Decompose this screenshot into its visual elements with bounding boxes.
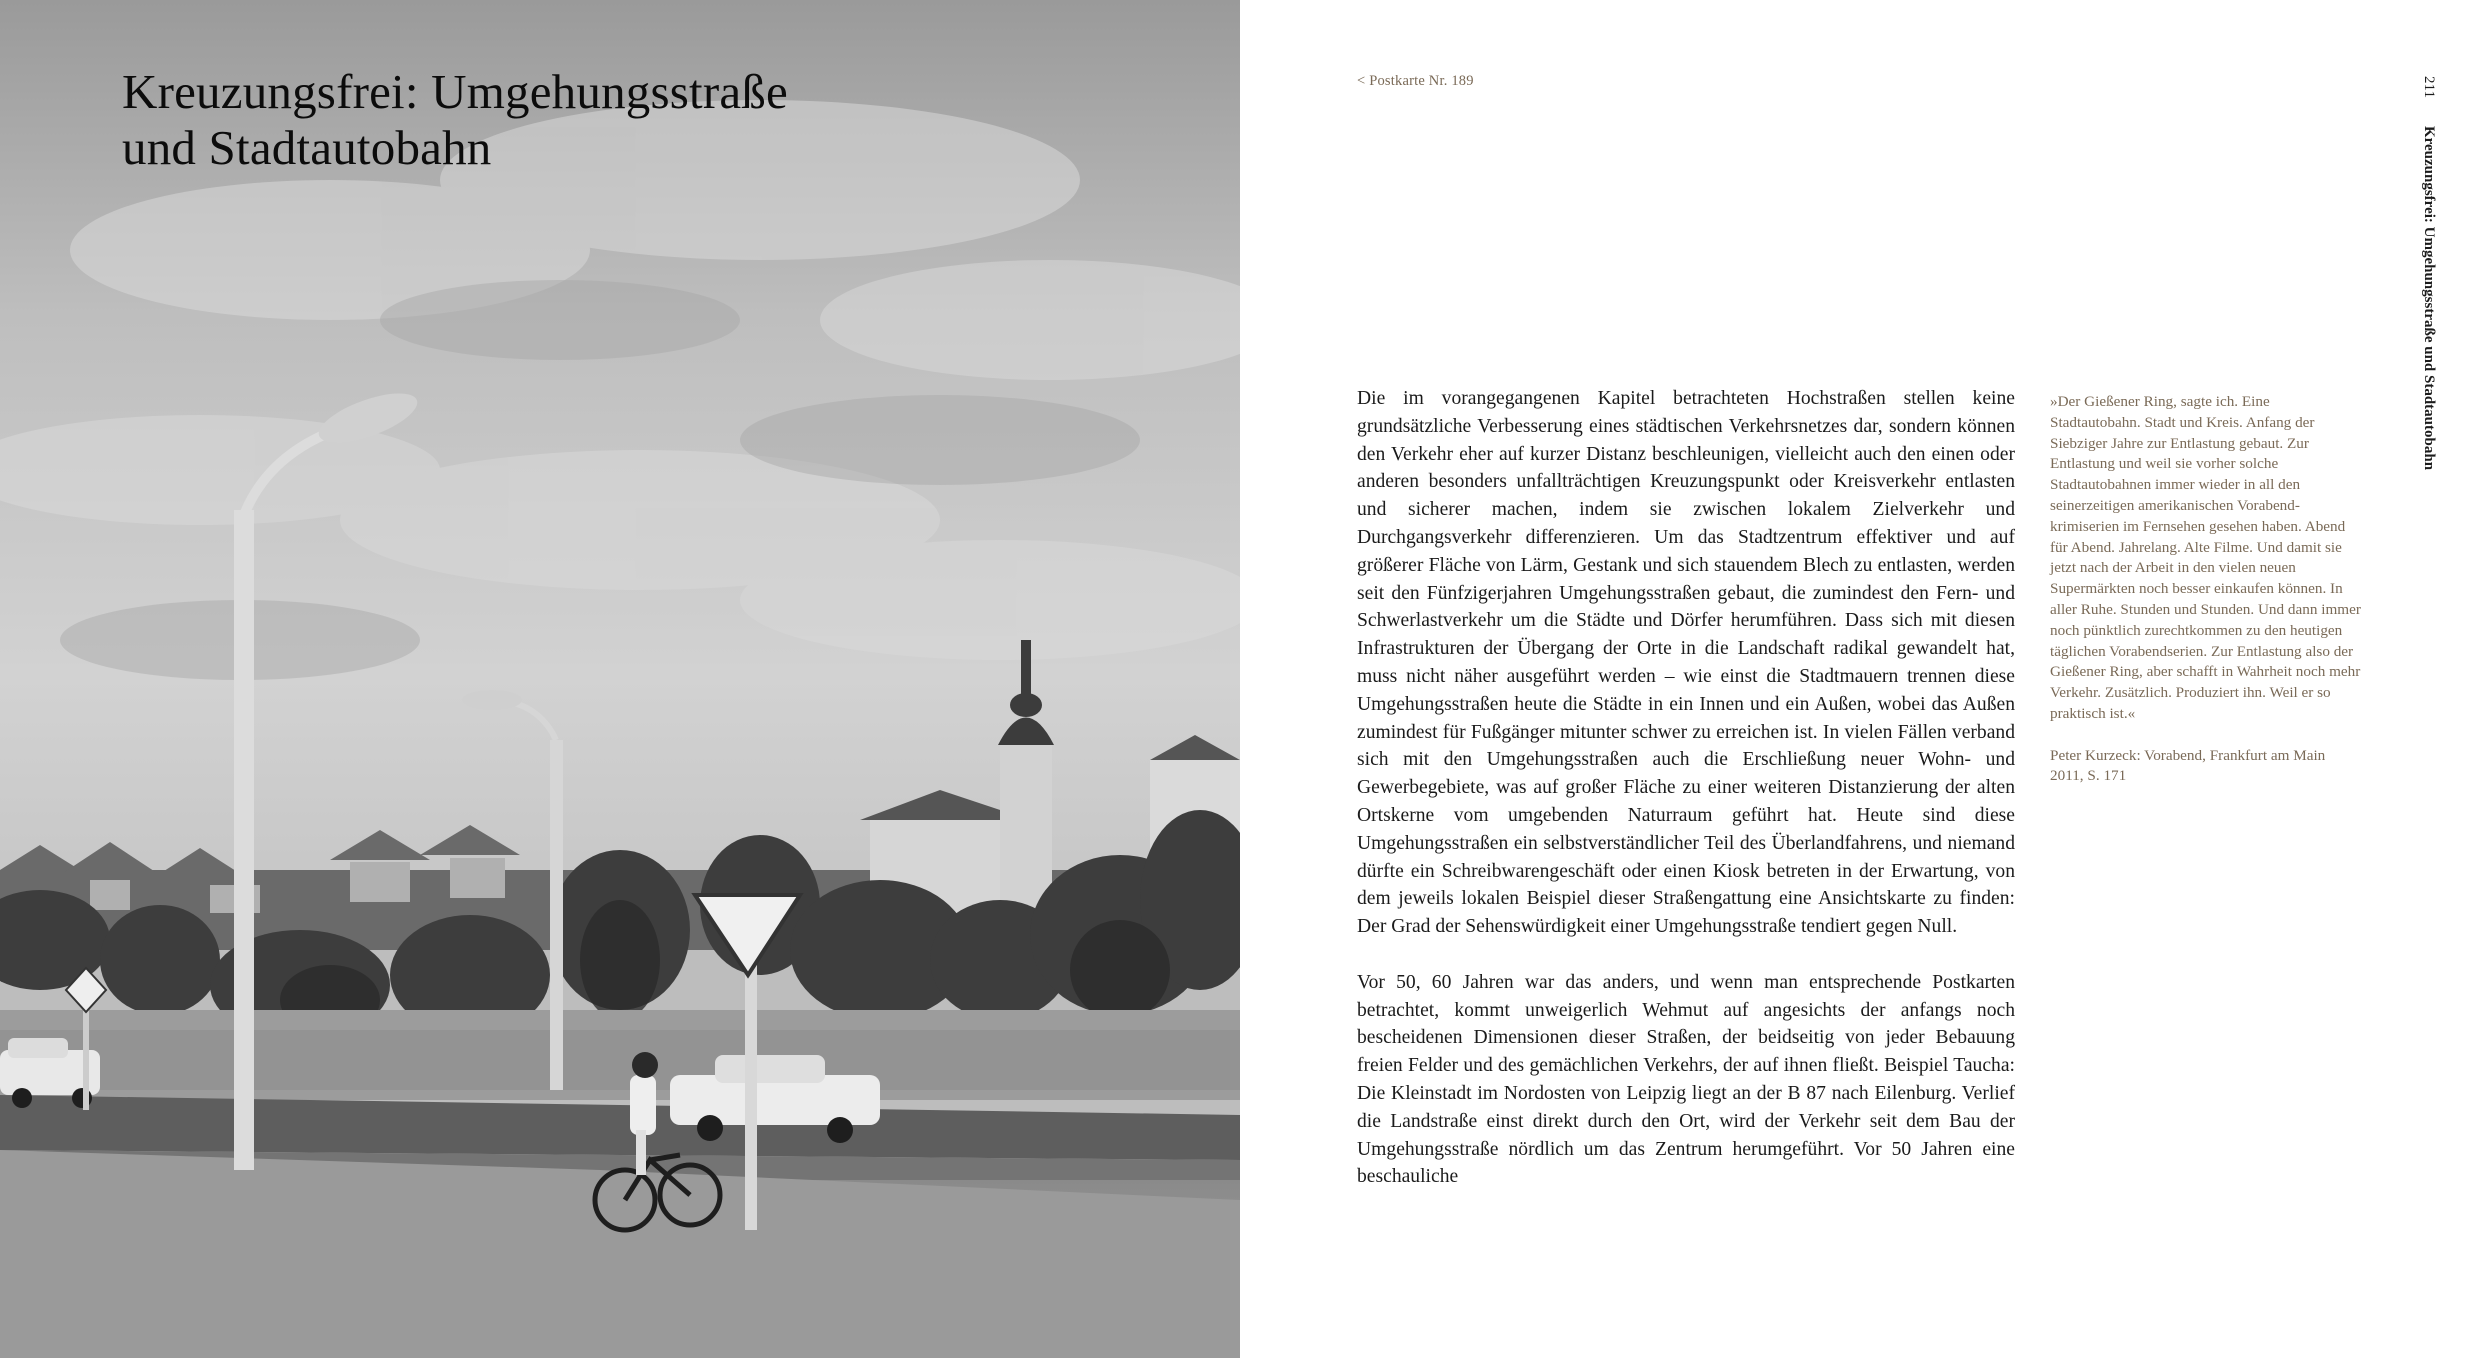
body-text	[1357, 385, 2015, 1219]
sidenote	[2050, 392, 2362, 808]
sidenote-source: Peter Kurzeck: Vorabend, Frankfurt am Main 2011, S. 171	[2050, 746, 2326, 785]
chapter-title-line-2: und Stadtautobahn	[122, 120, 492, 175]
sidenote-quote: »Der Gießener Ring, sagte ich. Eine Stadtautobahn. Stadt und Kreis. Anfang der Siebziger Jahre zur Entlastung gebaut. Zur Entlastung und weil sie vorher solche Stadtautobahnen immer wieder in all den seinerzeitigen amerikanischen Vorabendkrimiserien im Fernsehen gesehen haben. Abend für Abend. Jahrelang. Alte Filme. Und damit sie jetzt nach der Arbeit in den vielen neuen Supermärkten noch besser einkaufen können. In aller Ruhe. Stunden und Stunden. Und dann immer noch pünktlich zurechtkommen zu den heutigen täglichen Vorabendserien. Zur Entlastung also der Gießener Ring, aber schafft in Wahrheit noch mehr Verkehr. Zusätzlich. Produziert ihn. Weil er so praktisch ist.«	[2050, 393, 2361, 722]
body-paragraph: Die im vorangegangenen Kapitel betrachteten Hochstraßen stellen keine grundsätzliche Verbesserung eines städtischen Verkehrsnetzes dar, sondern können den Verkehr eher auf kurzer Distanz beschleunigen, vielleicht auch den einen oder anderen besonders unfallträchtigen Kreuzungspunkt oder Kreisverkehr entlasten und sicherer machen, indem sie zwischen lokalem Zielverkehr und Durchgangsverkehr differenzieren. Um das Stadtzentrum effektiver und auf größerer Fläche von Lärm, Gestank und sich stauendem Blech zu entlasten, werden seit den Fünfzigerjahren Umgehungsstraßen gebaut, die zumindest den Fern- und Schwerlastverkehr um die Städte und Dörfer herumführen. Dass sich mit diesen Infrastrukturen der Übergang der Orte in die Landschaft radikal gewandelt hat, muss nicht näher ausgeführt werden – wie einst die Stadtmauern trennen diese Umgehungsstraßen heute die Städte in ein Innen und ein Außen, wobei das Außen zumindest für Fußgänger mitunter schwer zu erreichen ist. In vielen Fällen verband sich mit den Umgehungsstraßen auch die Erschließung neuer Wohn- und Gewerbegebiete, was auf großer Fläche zu einer weiteren Distanzierung der alten Ortskerne vom umgebenden Naturraum geführt hat. Heute sind diese Umgehungsstraßen ein selbstverständlicher Teil des Überlandfahrens, und niemand dürfte ein Schreibwarengeschäft oder einen Kiosk betreten in der Erwartung, von dem jeweils lokalen Beispiel dieser Straßengattung eine Ansichtskarte zu finden: Der Grad der Sehenswürdigkeit einer Umgehungsstraße tendiert gegen Null.	[1357, 388, 2015, 938]
chapter-title	[122, 64, 788, 176]
postcard-cross-reference: < Postkarte Nr. 189	[1357, 73, 1474, 89]
running-head-title: Kreuzungsfrei: Umgehungsstraße und Stadtautobahn	[2421, 125, 2437, 471]
chapter-title-line-1: Kreuzungsfrei: Umgehungsstraße	[122, 64, 788, 119]
running-head	[2415, 76, 2437, 516]
body-paragraph: Vor 50, 60 Jahren war das anders, und wenn man entsprechende Postkarten betrachtet, kommt unweigerlich Wehmut auf angesichts der anfangs noch bescheidenen Dimensionen dieser Straßen, der beidseitig von jeder Bebauung freien Felder und des gemächlichen Verkehrs, der auf ihnen fließt. Beispiel Taucha: Die Kleinstadt im Nordosten von Leipzig liegt an der B 87 nach Eilenburg. Verlief die Landstraße einst direkt durch den Ort, wird der Verkehr seit dem Bau der Umgehungsstraße nördlich um das Zentrum herumgeführt. Vor 50 Jahren eine beschauliche	[1357, 971, 2015, 1188]
page-number: 211	[2421, 76, 2437, 98]
